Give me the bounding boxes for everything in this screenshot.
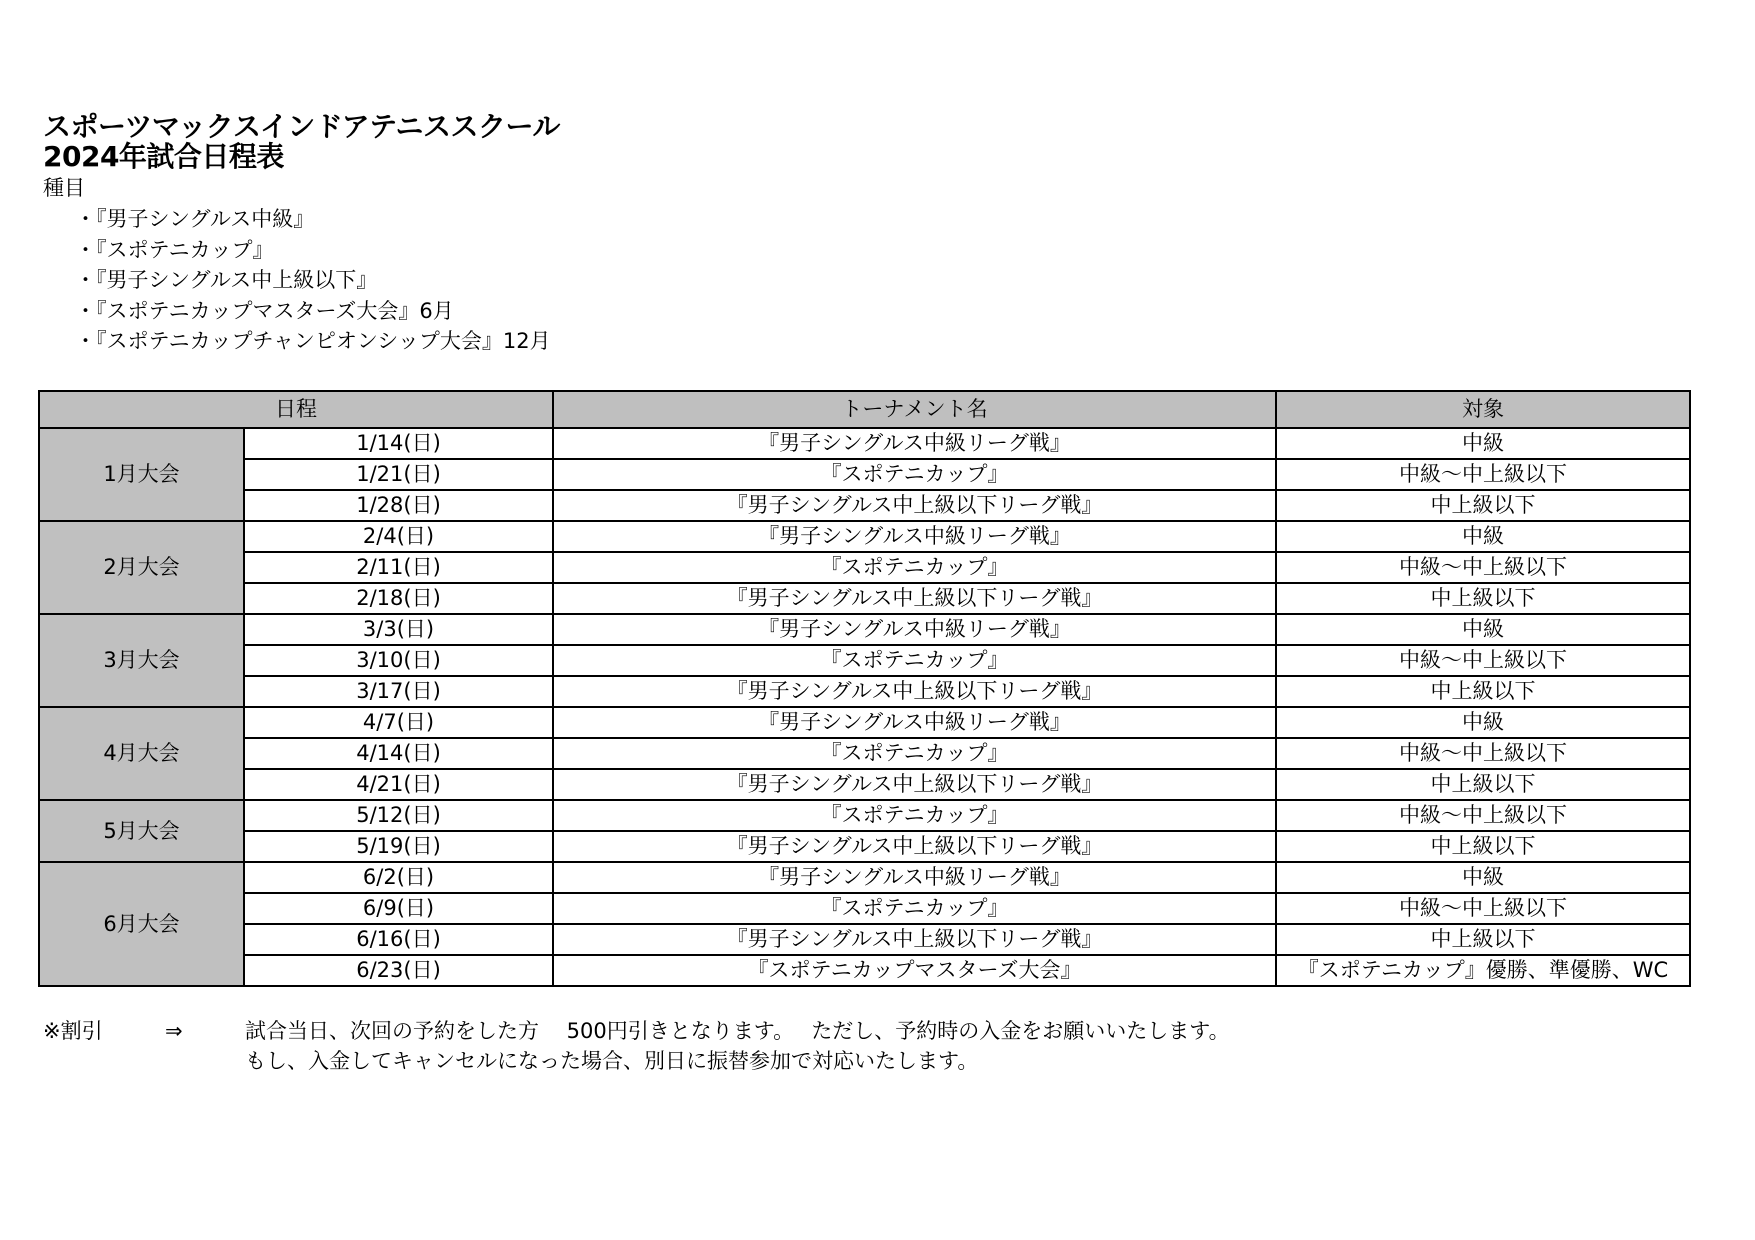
table-row xyxy=(39,707,1690,738)
discount-notes xyxy=(43,1016,1230,1076)
table-row xyxy=(39,459,1690,490)
table-row xyxy=(39,738,1690,769)
target-cell: 中級～中上級以下 xyxy=(1276,800,1690,831)
tournament-cell: 『男子シングルス中級リーグ戦』 xyxy=(553,862,1276,893)
date-cell: 2/11(日) xyxy=(244,552,553,583)
note-line-2: もし、入金してキャンセルになった場合、別日に振替参加で対応いたします。 xyxy=(245,1049,979,1073)
tournament-cell: 『男子シングルス中級リーグ戦』 xyxy=(553,521,1276,552)
tournament-cell: 『男子シングルス中上級以下リーグ戦』 xyxy=(553,924,1276,955)
target-cell: 中級 xyxy=(1276,707,1690,738)
date-cell: 6/16(日) xyxy=(244,924,553,955)
date-cell: 1/21(日) xyxy=(244,459,553,490)
target-cell: 中級～中上級以下 xyxy=(1276,738,1690,769)
table-row xyxy=(39,924,1690,955)
target-cell: 中級 xyxy=(1276,428,1690,459)
target-cell: 中級 xyxy=(1276,614,1690,645)
date-cell: 6/9(日) xyxy=(244,893,553,924)
table-row xyxy=(39,583,1690,614)
target-cell: 『スポテニカップ』優勝、準優勝、WC xyxy=(1276,955,1690,986)
tournament-cell: 『スポテニカップ』 xyxy=(553,800,1276,831)
date-cell: 2/18(日) xyxy=(244,583,553,614)
table-row xyxy=(39,769,1690,800)
category-label: 種目 xyxy=(43,176,85,200)
note-row xyxy=(43,1016,1230,1046)
tournament-cell: 『スポテニカップ』 xyxy=(553,459,1276,490)
date-cell: 5/12(日) xyxy=(244,800,553,831)
target-cell: 中級～中上級以下 xyxy=(1276,552,1690,583)
tournament-cell: 『男子シングルス中上級以下リーグ戦』 xyxy=(553,676,1276,707)
tournament-cell: 『男子シングルス中上級以下リーグ戦』 xyxy=(553,490,1276,521)
category-item: ・『男子シングルス中級』 xyxy=(75,207,315,231)
discount-label: ※割引 xyxy=(43,1019,103,1043)
table-row xyxy=(39,893,1690,924)
date-cell: 3/3(日) xyxy=(244,614,553,645)
tournament-cell: 『男子シングルス中級リーグ戦』 xyxy=(553,707,1276,738)
tournament-cell: 『男子シングルス中上級以下リーグ戦』 xyxy=(553,769,1276,800)
tournament-cell: 『男子シングルス中上級以下リーグ戦』 xyxy=(553,583,1276,614)
date-cell: 5/19(日) xyxy=(244,831,553,862)
tournament-cell: 『男子シングルス中級リーグ戦』 xyxy=(553,428,1276,459)
target-cell: 中上級以下 xyxy=(1276,831,1690,862)
target-cell: 中級～中上級以下 xyxy=(1276,893,1690,924)
target-cell: 中級～中上級以下 xyxy=(1276,459,1690,490)
table-row xyxy=(39,645,1690,676)
table-row xyxy=(39,800,1690,831)
date-cell: 2/4(日) xyxy=(244,521,553,552)
target-cell: 中上級以下 xyxy=(1276,676,1690,707)
note-row xyxy=(43,1046,1230,1076)
target-cell: 中級 xyxy=(1276,521,1690,552)
date-cell: 4/21(日) xyxy=(244,769,553,800)
table-row xyxy=(39,676,1690,707)
month-label: 3月大会 xyxy=(39,614,244,707)
target-cell: 中上級以下 xyxy=(1276,490,1690,521)
date-cell: 6/2(日) xyxy=(244,862,553,893)
category-item: ・『男子シングルス中上級以下』 xyxy=(75,268,378,292)
month-label: 1月大会 xyxy=(39,428,244,521)
page-title: 2024年試合日程表 xyxy=(43,140,284,173)
date-cell: 1/28(日) xyxy=(244,490,553,521)
table-row xyxy=(39,614,1690,645)
target-cell: 中級～中上級以下 xyxy=(1276,645,1690,676)
table-row xyxy=(39,955,1690,986)
tournament-cell: 『スポテニカップ』 xyxy=(553,738,1276,769)
category-list xyxy=(75,204,560,357)
month-label: 4月大会 xyxy=(39,707,244,800)
target-cell: 中上級以下 xyxy=(1276,769,1690,800)
month-label: 6月大会 xyxy=(39,862,244,986)
category-item: ・『スポテニカップマスターズ大会』6月 xyxy=(75,298,454,323)
table-row xyxy=(39,521,1690,552)
month-label: 2月大会 xyxy=(39,521,244,614)
date-cell: 6/23(日) xyxy=(244,955,553,986)
date-cell: 4/14(日) xyxy=(244,738,553,769)
month-label: 5月大会 xyxy=(39,800,244,862)
schedule-table xyxy=(38,390,1691,987)
document-header xyxy=(43,112,560,357)
tournament-cell: 『スポテニカップ』 xyxy=(553,893,1276,924)
table-row xyxy=(39,490,1690,521)
date-cell: 4/7(日) xyxy=(244,707,553,738)
table-row xyxy=(39,552,1690,583)
school-name: スポーツマックスインドアテニススクール xyxy=(43,110,560,143)
table-row xyxy=(39,428,1690,459)
table-row xyxy=(39,831,1690,862)
date-cell: 3/17(日) xyxy=(244,676,553,707)
column-header-target: 対象 xyxy=(1276,391,1690,428)
date-cell: 3/10(日) xyxy=(244,645,553,676)
target-cell: 中上級以下 xyxy=(1276,924,1690,955)
category-item: ・『スポテニカップチャンピオンシップ大会』12月 xyxy=(75,329,551,353)
tournament-cell: 『スポテニカップ』 xyxy=(553,552,1276,583)
column-header-tournament: トーナメント名 xyxy=(553,391,1276,428)
schedule-body xyxy=(39,428,1690,986)
date-cell: 1/14(日) xyxy=(244,428,553,459)
arrow-symbol: ⇒ xyxy=(165,1019,183,1043)
target-cell: 中上級以下 xyxy=(1276,583,1690,614)
column-header-schedule: 日程 xyxy=(39,391,553,428)
table-row xyxy=(39,862,1690,893)
note-line-1: 試合当日、次回の予約をした方 500円引きとなります。 ただし、予約時の入金をお願いいたします。 xyxy=(245,1019,1230,1043)
category-item: ・『スポテニカップ』 xyxy=(75,237,274,262)
target-cell: 中級 xyxy=(1276,862,1690,893)
tournament-cell: 『スポテニカップ』 xyxy=(553,645,1276,676)
tournament-cell: 『男子シングルス中上級以下リーグ戦』 xyxy=(553,831,1276,862)
tournament-cell: 『男子シングルス中級リーグ戦』 xyxy=(553,614,1276,645)
table-header-row xyxy=(39,391,1690,428)
tournament-cell: 『スポテニカップマスターズ大会』 xyxy=(553,955,1276,986)
